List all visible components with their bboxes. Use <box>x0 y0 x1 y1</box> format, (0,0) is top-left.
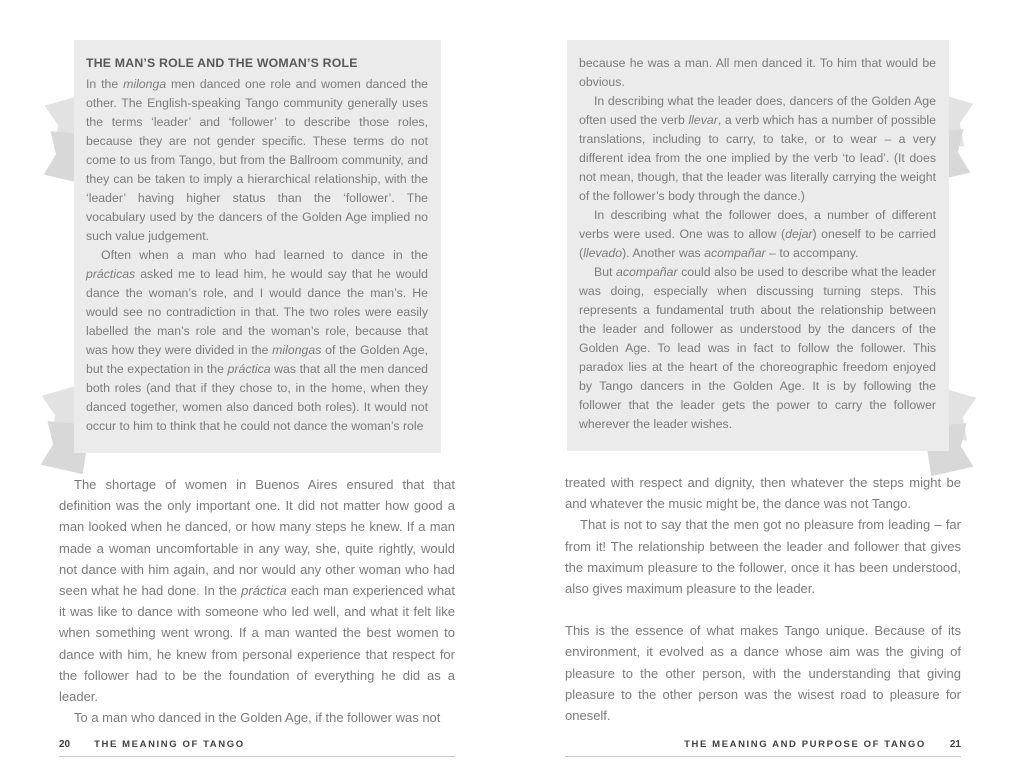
callout-paragraph: In describing what the follower does, a number of different verbs were used. One was to allow (dejar) oneself to be carried (llevado). Another was acompañar – to accompany. <box>579 208 936 260</box>
page-left <box>59 0 455 783</box>
callout-wrap-left <box>59 40 455 453</box>
body-paragraph: That is not to say that the men got no pleasure from leading – far from it! The relationship between the leader and follower that gives the maximum pleasure to the follower, once it has been understood, also gives maximum pleasure to the leader. <box>565 517 961 597</box>
page-number: 20 <box>59 739 71 750</box>
body-paragraph: To a man who danced in the Golden Age, if the follower was not <box>74 710 441 726</box>
callout-box-right <box>567 40 949 451</box>
page-footer-right <box>565 739 961 757</box>
callout-paragraph: because he was a man. All men danced it. To him that would be obvious. <box>579 56 936 89</box>
callout-box-left <box>74 40 441 453</box>
running-title: THE MEANING AND PURPOSE OF TANGO <box>684 739 926 750</box>
callout-paragraph: But acompañar could also be used to describe what the leader was doing, especially when discussing turning steps. This represents a fundamental truth about the relationship between the leader and follower as understood by the dancers of the Golden Age. To lead was in fact to follow the follower. This paradox lies at the heart of the choreographic freedom enjoyed by Tango dancers in the Golden Age. It is by following the follower that the leader gets the power to carry the follower wherever the leader wishes. <box>579 265 936 431</box>
callout-paragraph: In the milonga men danced one role and women danced the other. The English-speaking Tango community generally uses the terms ‘leader’ and ‘follower’ to describe those roles, because they are not gender specific. These terms do not come to us from Tango, but from the Ballroom community, and they can be taken to imply a hierarchical relationship, with the ‘leader’ having higher status than the ‘follower’. The vocabulary used by the dancers of the Golden Age implied no such value judgement. <box>86 77 428 243</box>
body-paragraph: treated with respect and dignity, then whatever the steps might be and whatever the music might be, the dance was not Tango. <box>565 475 961 512</box>
running-title: THE MEANING OF TANGO <box>94 739 245 750</box>
page-number: 21 <box>949 739 961 750</box>
callout-paragraph: Often when a man who had learned to dance in the prácticas asked me to lead him, he would say that he would dance the woman’s role, and I would dance the man’s. He would see no contradiction in that. The two roles were easily labelled the man’s role and the woman’s role, because that was how they were divided in the milongas of the Golden Age, but the expectation in the práctica was that all the men danced both roles (and that if they chose to, in the home, when they danced together, women also danced both roles). It would not occur to him to think that he could not dance the woman’s role <box>86 248 428 433</box>
body-paragraph: The shortage of women in Buenos Aires ensured that that definition was the only important one. It did not matter how good a man looked when he danced, or how many steps he knew. If a man made a woman uncomfortable in any way, she, quite rightly, would not dance with him again, and nor would any other woman who had seen what he had done. In the práctica each man experienced what it was like to dance with someone who led well, and what it felt like when something went wrong. If a man wanted the best women to dance with him, he knew from personal experience that respect for the follower had to be the foundation of everything he did as a leader. <box>59 477 455 705</box>
callout-heading: THE MAN’S ROLE AND THE WOMAN’S ROLE <box>86 56 358 70</box>
page-right <box>565 0 961 783</box>
page-body-right <box>565 472 961 726</box>
page-body-left <box>59 474 455 728</box>
callout-wrap-right <box>565 40 961 451</box>
page-footer-left <box>59 739 455 757</box>
body-paragraph: This is the essence of what makes Tango unique. Because of its environment, it evolved as a dance whose aim was the giving of pleasure to the other person, with the understanding that giving pleasure to the other person was the wisest road to pleasure for oneself. <box>565 623 961 724</box>
callout-paragraph: In describing what the leader does, dancers of the Golden Age often used the verb llevar, a verb which has a number of possible translations, including to carry, to take, or to wear – a very different idea from the one implied by the verb ‘to lead’. (It does not mean, though, that the leader was literally carrying the weight of the follower’s body through the dance.) <box>579 94 936 203</box>
